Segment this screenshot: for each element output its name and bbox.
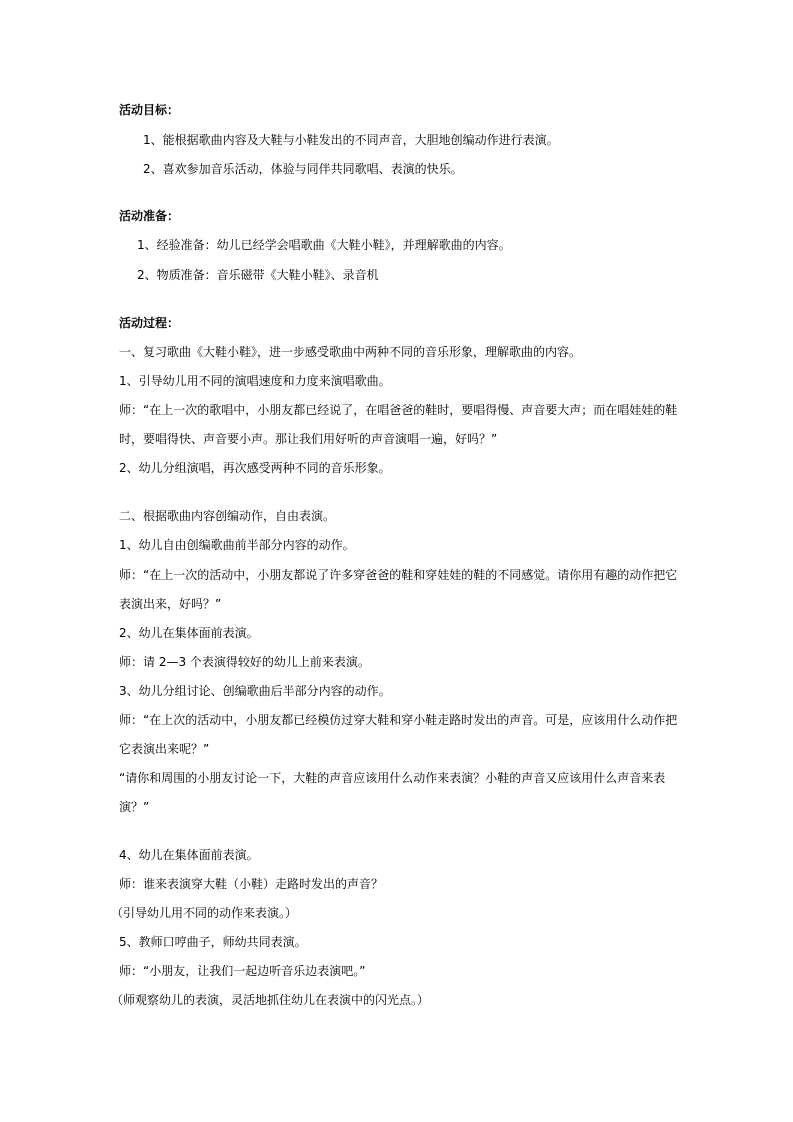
process-part2-teacher1-line2: 表演出来，好吗？”: [119, 597, 222, 611]
process-part2-teacher5: 师：“小朋友，让我们一起边听音乐边表演吧。”: [119, 964, 366, 978]
process-part2-step2: 2、幼儿在集体面前表演。: [119, 626, 259, 640]
process-part1-step1: 1、引导幼儿用不同的演唱速度和力度来演唱歌曲。: [119, 374, 391, 388]
process-part2-note4: （引导幼儿用不同的动作来表演。）: [111, 906, 298, 920]
section-title-process: 活动过程：: [119, 316, 180, 330]
preparation-item-2: 2、物质准备：音乐磁带《大鞋小鞋》、录音机: [137, 268, 379, 282]
process-part2-teacher2: 师：请 2—3 个表演得较好的幼儿上前来表演。: [119, 655, 370, 669]
process-part2-teacher3-line1: 师：“在上次的活动中，小朋友都已经模仿过穿大鞋和穿小鞋走路时发出的声音。可是，应该用什么动作把: [119, 713, 678, 727]
process-part2-step1: 1、幼儿自由创编歌曲前半部分内容的动作。: [119, 538, 355, 552]
process-part1-teacher1-line2: 时，要唱得快、声音要小声。那让我们用好听的声音演唱一遍，好吗？”: [119, 432, 498, 446]
process-part2-step5: 5、教师口哼曲子，师幼共同表演。: [119, 935, 307, 949]
preparation-item-1: 1、经验准备：幼儿已经学会唱歌曲《大鞋小鞋》，并理解歌曲的内容。: [137, 238, 511, 252]
process-part1-teacher1-line1: 师：“在上一次的歌唱中，小朋友都已经说了，在唱爸爸的鞋时，要唱得慢、声音要大声；而在唱娃娃的鞋: [119, 403, 678, 417]
section-title-preparation: 活动准备：: [119, 209, 180, 223]
goal-item-2: 2、喜欢参加音乐活动，体验与同伴共同歌唱、表演的快乐。: [143, 162, 463, 176]
process-part2-note5: （师观察幼儿的表演，灵活地抓住幼儿在表演中的闪光点。）: [111, 993, 430, 1007]
process-part1-step2: 2、幼儿分组演唱，再次感受两种不同的音乐形象。: [119, 461, 391, 475]
process-part2-teacher1-line1: 师：“在上一次的活动中，小朋友都说了许多穿爸爸的鞋和穿娃娃的鞋的不同感觉。请你用有趣的动作把它: [119, 568, 678, 582]
process-part2-teacher4: 师：谁来表演穿大鞋（小鞋）走路时发出的声音？: [119, 877, 384, 891]
process-part2-quote-line1: “请你和周围的小朋友讨论一下，大鞋的声音应该用什么动作来表演？小鞋的声音又应该用什么声音来表: [119, 771, 666, 785]
process-part2-step4: 4、幼儿在集体面前表演。: [119, 848, 259, 862]
process-part2-step3: 3、幼儿分组讨论、创编歌曲后半部分内容的动作。: [119, 684, 391, 698]
process-part2-teacher3-line2: 它表演出来呢？”: [119, 742, 210, 756]
goal-item-1: 1、能根据歌曲内容及大鞋与小鞋发出的不同声音，大胆地创编动作进行表演。: [143, 133, 559, 147]
section-title-goals: 活动目标：: [119, 103, 180, 117]
process-part1-heading: 一、复习歌曲《大鞋小鞋》，进一步感受歌曲中两种不同的音乐形象，理解歌曲的内容。: [119, 345, 582, 359]
process-part2-quote-line2: 演？”: [119, 800, 150, 814]
process-part2-heading: 二、根据歌曲内容创编动作，自由表演。: [119, 509, 336, 523]
